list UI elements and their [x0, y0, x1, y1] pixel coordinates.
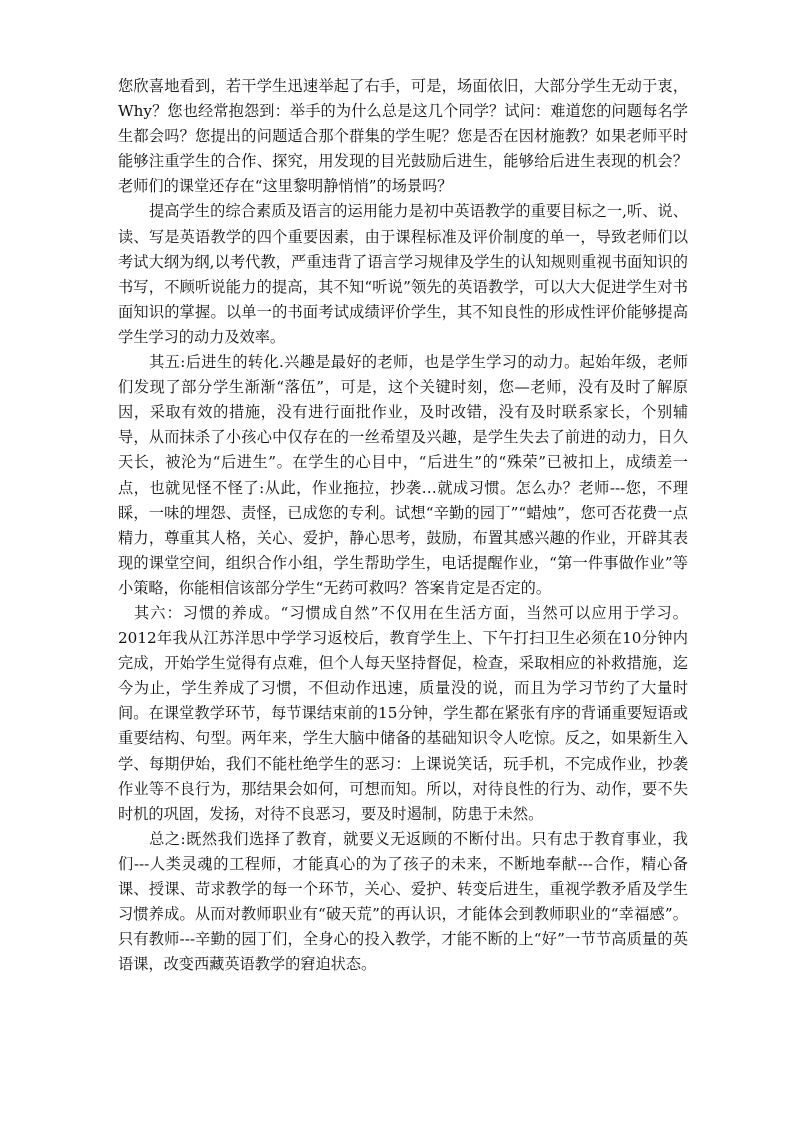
paragraph-3: 其五:后进生的转化.兴趣是最好的老师，也是学生学习的动力。起始年级，老师们发现了部分学生渐渐“落伍”，可是，这个关键时刻，您—老师，没有及时了解原因，采取有效的措施，没有进行面批作业，及时改错，没有及时联系家长，个别辅导，从而抹杀了小孩心中仅存在的一丝希望及兴趣，是学生失去了前进的动力，日久天长，被沦为“后进生”。在学生的心目中，“后进生”的“殊荣”已被扣上，成绩差一点，也就见怪不怪了:从此，作业拖拉，抄袭…就成习惯。怎么办？老师---您，不理睬，一味的埋怨、责怪，已成您的专利。试想“辛勤的园丁”“蜡烛”，您可否花费一点精力，尊重其人格，关心、爱护，静心思考，鼓励，布置其感兴趣的作业，开辟其表现的课堂空间，组织合作小组，学生帮助学生，电话提醒作业，“第一件事做作业”等小策略，你能相信该部分学生“无药可救吗？答案肯定是否定的。 [118, 353, 688, 597]
document-page [118, 74, 688, 977]
paragraph-2: 提高学生的综合素质及语言的运用能力是初中英语教学的重要目标之一,听、说、读、写是英语教学的四个重要因素，由于课程标准及评价制度的单一，导致老师们以考试大纲为纲,以考代教，严重违背了语言学习规律及学生的认知规则重视书面知识的书写，不顾听说能力的提高，其不知“听说”领先的英语教学，可以大大促进学生对书面知识的掌握。以单一的书面考试成绩评价学生，其不知良性的形成性评价能够提高学生学习的动力及效率。 [118, 202, 688, 346]
paragraph-5: 总之:既然我们选择了教育，就要义无返顾的不断付出。只有忠于教育事业，我们---人类灵魂的工程师，才能真心的为了孩子的未来，不断地奉献---合作，精心备课、授课、苛求教学的每一个环节，关心、爱护、转变后进生，重视学教矛盾及学生习惯养成。从而对教师职业有“破天荒”的再认识，才能体会到教师职业的“幸福感”。只有教师---辛勤的园丁们，全身心的投入教学，才能不断的上“好”一节节高质量的英语课，改变西藏英语教学的窘迫状态。 [118, 829, 688, 974]
paragraph-1: 您欣喜地看到，若干学生迅速举起了右手，可是，场面依旧，大部分学生无动于衷，Why？您也经常抱怨到：举手的为什么总是这几个同学？试问：难道您的问题每名学生都会吗？您提出的问题适合那个群集的学生呢？您是否在因材施教？如果老师平时能够注重学生的合作、探究，用发现的目光鼓励后进生，能够给后进生表现的机会？老师们的课堂还存在“这里黎明静悄悄”的场景吗？ [118, 77, 688, 196]
paragraph-4: 其六：习惯的养成。“习惯成自然”不仅用在生活方面，当然可以应用于学习。2012年我从江苏洋思中学学习返校后，教育学生上、下午打扫卫生必须在10分钟内完成，开始学生觉得有点难，但个人每天坚持督促，检查，采取相应的补救措施，迄今为止，学生养成了习惯，不但动作迅速，质量没的说，而且为学习节约了大量时间。在课堂教学环节，每节课结束前的15分钟，学生都在紧张有序的背诵重要短语或重要结构、句型。两年来，学生大脑中储备的基础知识令人吃惊。反之，如果新生入学、每期伊始，我们不能杜绝学生的恶习：上课说笑话，玩手机，不完成作业，抄袭作业等不良行为，那结果会如何，可想而知。所以，对待良性的行为、动作，要不失时机的巩固，发扬，对待不良恶习，要及时遏制，防患于未然。 [118, 603, 688, 823]
